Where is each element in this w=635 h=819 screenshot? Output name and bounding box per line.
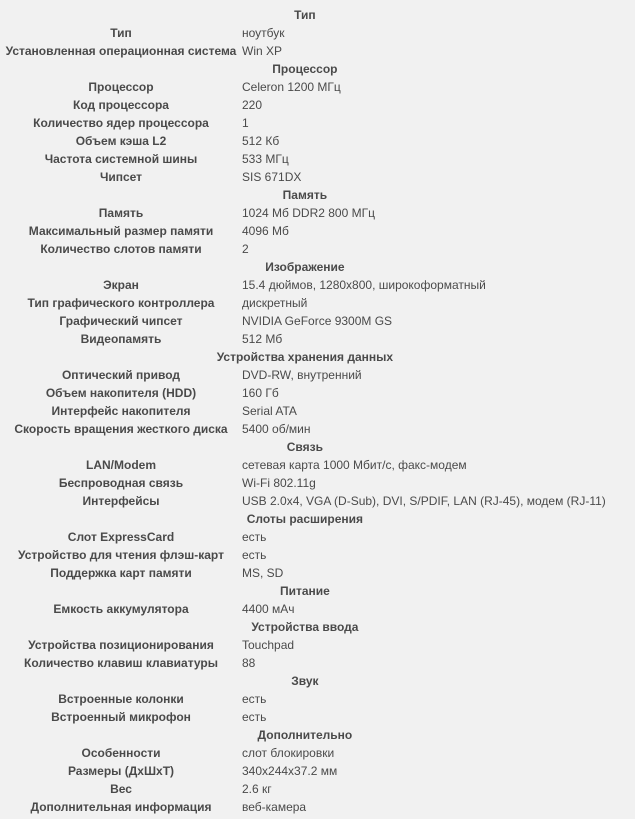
spec-label: Емкость аккумулятора [53,602,189,616]
spec-label: Интерфейс накопителя [51,404,191,418]
spec-label: Количество слотов памяти [40,242,202,256]
specs-table [4,6,606,816]
spec-row [4,564,606,582]
spec-value: дискретный [242,296,308,310]
spec-label: Интерфейсы [82,494,160,508]
section-header-row [4,510,606,528]
spec-label: Встроенный микрофон [51,710,191,724]
spec-label: Оптический привод [61,368,181,382]
spec-value: 512 Мб [242,332,283,346]
spec-value: Win XP [242,44,283,58]
spec-label: Встроенные колонки [58,692,184,706]
spec-row [4,546,606,564]
spec-label: Объем накопителя (HDD) [45,386,197,400]
spec-value: 1024 Мб DDR2 800 МГц [242,206,375,220]
section-title: Слоты расширения [246,512,364,526]
spec-row [4,402,606,420]
spec-value: DVD-RW, внутренний [242,368,362,382]
spec-label: Дополнительная информация [30,800,212,814]
spec-label: Скорость вращения жесткого диска [14,422,228,436]
spec-row [4,42,606,60]
spec-row [4,78,606,96]
spec-row [4,24,606,42]
spec-value: 5400 об/мин [242,422,311,436]
section-title: Процессор [272,62,338,76]
spec-label: Тип [110,26,132,40]
spec-row [4,96,606,114]
spec-row [4,366,606,384]
spec-label: Экран [103,278,139,292]
spec-row [4,492,606,510]
spec-value: есть [242,548,267,562]
spec-label: Устройство для чтения флэш-карт [18,548,224,562]
section-header-row [4,726,606,744]
spec-label: Поддержка карт памяти [50,566,192,580]
spec-label: Особенности [81,746,161,760]
spec-row [4,762,606,780]
section-header-row [4,582,606,600]
spec-row [4,600,606,618]
spec-value: Touchpad [242,638,295,652]
section-header-row [4,348,606,366]
spec-value: 2.6 кг [242,782,272,796]
spec-label: LAN/Modem [86,458,156,472]
spec-row [4,330,606,348]
spec-value: Celeron 1200 МГц [242,80,341,94]
spec-row [4,222,606,240]
section-title: Тип [294,8,316,22]
spec-label: Процессор [88,80,154,94]
section-title: Дополнительно [257,728,353,742]
spec-value: ноутбук [242,26,285,40]
spec-label: Тип графического контроллера [27,296,215,310]
spec-value: 512 Кб [242,134,280,148]
spec-label: Частота системной шины [44,152,198,166]
section-header-row [4,618,606,636]
spec-row [4,798,606,816]
section-header-row [4,60,606,78]
spec-label: Устройства позиционирования [28,638,214,652]
spec-label: Графический чипсет [59,314,183,328]
spec-value: слот блокировки [242,746,335,760]
spec-label: Максимальный размер памяти [28,224,214,238]
spec-label: Количество ядер процессора [33,116,209,130]
spec-value: есть [242,710,267,724]
spec-value: 4400 мАч [242,602,295,616]
spec-value: MS, SD [242,566,284,580]
spec-row [4,744,606,762]
spec-value: есть [242,530,267,544]
section-title: Изображение [265,260,345,274]
specs-table-body [4,6,606,816]
spec-row [4,114,606,132]
spec-value: SIS 671DX [242,170,302,184]
spec-row [4,690,606,708]
spec-row [4,456,606,474]
section-title: Питание [279,584,330,598]
spec-label: Память [98,206,144,220]
spec-label: Чипсет [99,170,143,184]
spec-value: есть [242,692,267,706]
spec-value: веб-камера [242,800,307,814]
section-header-row [4,6,606,24]
spec-label: Вес [110,782,132,796]
spec-row [4,654,606,672]
section-title: Память [282,188,328,202]
spec-value: 2 [242,242,249,256]
spec-row [4,780,606,798]
spec-label: Объем кэша L2 [75,134,167,148]
spec-label: Видеопамять [80,332,162,346]
spec-row [4,294,606,312]
spec-label: Размеры (ДхШхТ) [67,764,175,778]
spec-row [4,384,606,402]
spec-label: Беспроводная связь [58,476,184,490]
section-header-row [4,672,606,690]
section-header-row [4,186,606,204]
spec-row [4,276,606,294]
spec-value: 15.4 дюймов, 1280x800, широкоформатный [242,278,486,292]
spec-row [4,168,606,186]
spec-label: Установленная операционная система [5,44,237,58]
spec-value: 340x244x37.2 мм [242,764,338,778]
spec-row [4,636,606,654]
spec-value: NVIDIA GeForce 9300M GS [242,314,393,328]
section-title: Звук [291,674,319,688]
section-header-row [4,438,606,456]
spec-value: 4096 Мб [242,224,289,238]
spec-row [4,204,606,222]
spec-value: 160 Гб [242,386,279,400]
section-title: Устройства хранения данных [216,350,394,364]
spec-value: 533 МГц [242,152,289,166]
spec-label: Код процессора [73,98,169,112]
spec-label: Слот ExpressCard [67,530,175,544]
spec-value: 88 [242,656,256,670]
spec-row [4,708,606,726]
spec-value: Serial ATA [242,404,297,418]
section-header-row [4,258,606,276]
section-title: Связь [286,440,323,454]
spec-value: USB 2.0x4, VGA (D-Sub), DVI, S/PDIF, LAN (RJ-45), модем (RJ-11) [242,494,606,508]
spec-row [4,420,606,438]
spec-row [4,132,606,150]
spec-value: Wi-Fi 802.11g [242,476,316,490]
spec-row [4,474,606,492]
spec-value: 220 [242,98,263,112]
spec-row [4,528,606,546]
spec-row [4,240,606,258]
spec-row [4,150,606,168]
spec-value: сетевая карта 1000 Мбит/с, факс-модем [242,458,467,472]
spec-label: Количество клавиш клавиатуры [24,656,218,670]
spec-row [4,312,606,330]
spec-value: 1 [242,116,249,130]
section-title: Устройства ввода [251,620,359,634]
